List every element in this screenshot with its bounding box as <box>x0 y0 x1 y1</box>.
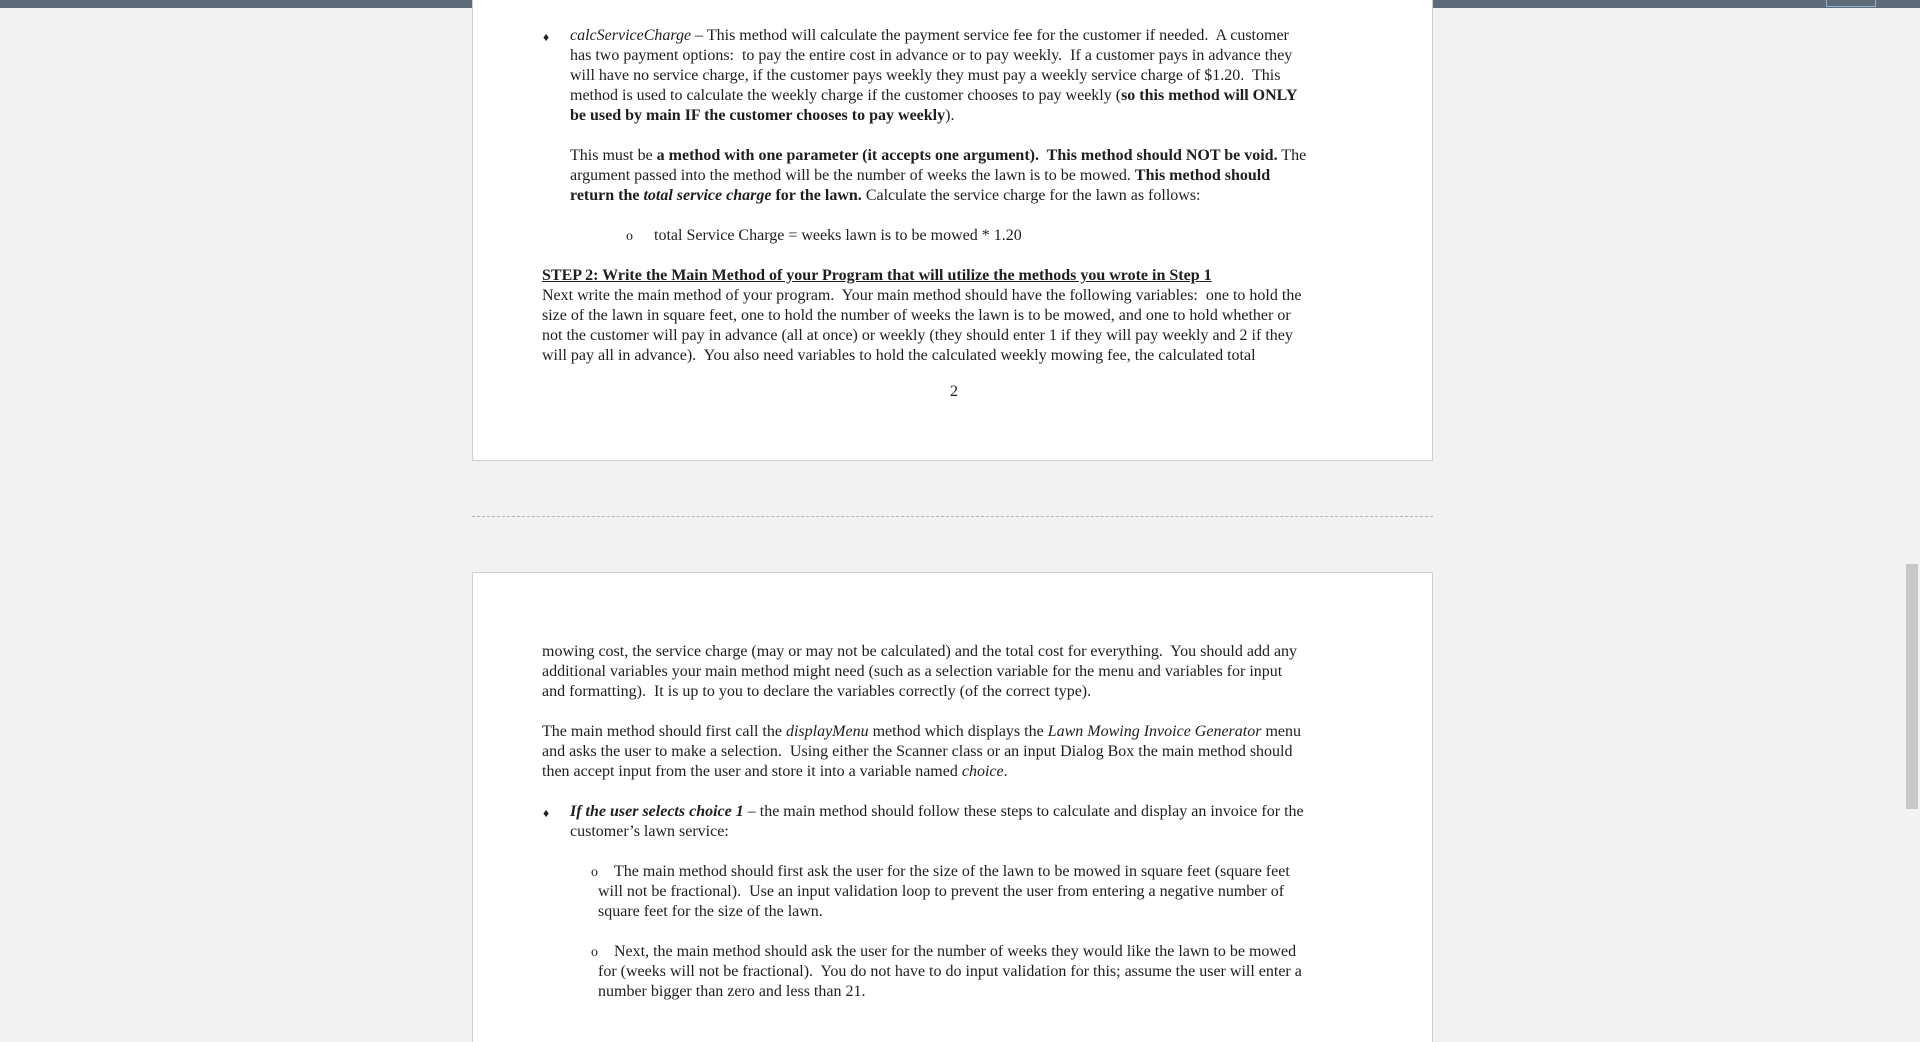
param-line-3: return the total service charge for the lawn. Calculate the service charge for the lawn as follows: <box>570 187 1201 204</box>
param-line-2: argument passed into the method will be the number of weeks the lawn is to be mowed. This method should <box>570 167 1271 184</box>
sub-bullet-circle: o <box>591 945 598 960</box>
page-number: 2 <box>950 383 958 400</box>
param-line-1: This must be a method with one parameter (it accepts one argument). This method should NOT be void. The <box>570 147 1307 164</box>
sub1-line-1: The main method should first ask the user for the size of the lawn to be mowed in square feet (square feet <box>614 863 1290 880</box>
vertical-scrollbar-thumb[interactable] <box>1906 564 1918 809</box>
step2-line-3: not the customer will pay in advance (all at once) or weekly (they should enter 1 if they will pay weekly and 2 if they <box>542 327 1293 344</box>
para2-line-3: then accept input from the user and store it into a variable named choice. <box>542 763 1008 780</box>
bullet-line-2: has two payment options: to pay the entire cost in advance or to pay weekly. If a customer pays in advance they <box>570 47 1293 64</box>
step2-line-4: will pay all in advance). You also need variables to hold the calculated weekly mowing fee, the calculated total <box>542 347 1256 364</box>
formula-line: total Service Charge = weeks lawn is to be mowed * 1.20 <box>654 227 1022 244</box>
bullet-diamond: ♦ <box>543 30 550 44</box>
choice1-line-2: customer’s lawn service: <box>570 823 729 840</box>
para2-line-2: and asks the user to make a selection. Using either the Scanner class or an input Dialog Box the main method should <box>542 743 1293 760</box>
bullet-line-1: calcServiceCharge – This method will calculate the payment service fee for the customer if needed. A customer <box>570 27 1289 44</box>
para2-line-1: The main method should first call the displayMenu method which displays the Lawn Mowing Invoice Generator menu <box>542 723 1301 740</box>
sub2-line-3: number bigger than zero and less than 21. <box>598 983 866 1000</box>
sub2-line-2: for (weeks will not be fractional). You do not have to do input validation for this; assume the user will enter a <box>598 963 1302 980</box>
step2-line-2: size of the lawn in square feet, one to hold the number of weeks the lawn is to be mowed, and one to hold whether or <box>542 307 1291 324</box>
sub-bullet-circle: o <box>591 865 598 880</box>
page-break-separator <box>472 516 1433 517</box>
sub1-line-3: square feet for the size of the lawn. <box>598 903 823 920</box>
sub2-line-1: Next, the main method should ask the user for the number of weeks they would like the lawn to be mowed <box>614 943 1297 960</box>
document-page-2 <box>472 0 1433 461</box>
sub-bullet-circle: o <box>626 229 633 244</box>
para1-line-3: and formatting). It is up to you to declare the variables correctly (of the correct type). <box>542 683 1092 700</box>
step2-heading: STEP 2: Write the Main Method of your Program that will utilize the methods you wrote in Step 1 <box>542 267 1212 284</box>
para1-line-1: mowing cost, the service charge (may or may not be calculated) and the total cost for everything. You should add any <box>542 643 1298 660</box>
choice1-line-1: If the user selects choice 1 – the main method should follow these steps to calculate and display an invoice for the <box>570 803 1304 820</box>
document-page-3 <box>472 572 1433 1042</box>
method-name-calcServiceCharge: calcServiceCharge <box>570 27 692 44</box>
para1-line-2: additional variables your main method might need (such as a selection variable for the menu and variables for input <box>542 663 1283 680</box>
bullet-line-5: be used by main IF the customer chooses to pay weekly). <box>570 107 955 124</box>
ribbon-tab-indicator[interactable] <box>1826 0 1876 7</box>
step2-line-1: Next write the main method of your program. Your main method should have the following variables: one to hold the <box>542 287 1302 304</box>
sub1-line-2: will not be fractional). Use an input validation loop to prevent the user from entering a negative number of <box>598 883 1285 900</box>
bullet-line-4: method is used to calculate the weekly charge if the customer chooses to pay weekly (so this method will ONLY <box>570 87 1298 104</box>
bullet-line-3: will have no service charge, if the customer pays weekly they must pay a weekly service charge of $1.20. This <box>570 67 1281 84</box>
bullet-diamond: ♦ <box>543 806 550 820</box>
